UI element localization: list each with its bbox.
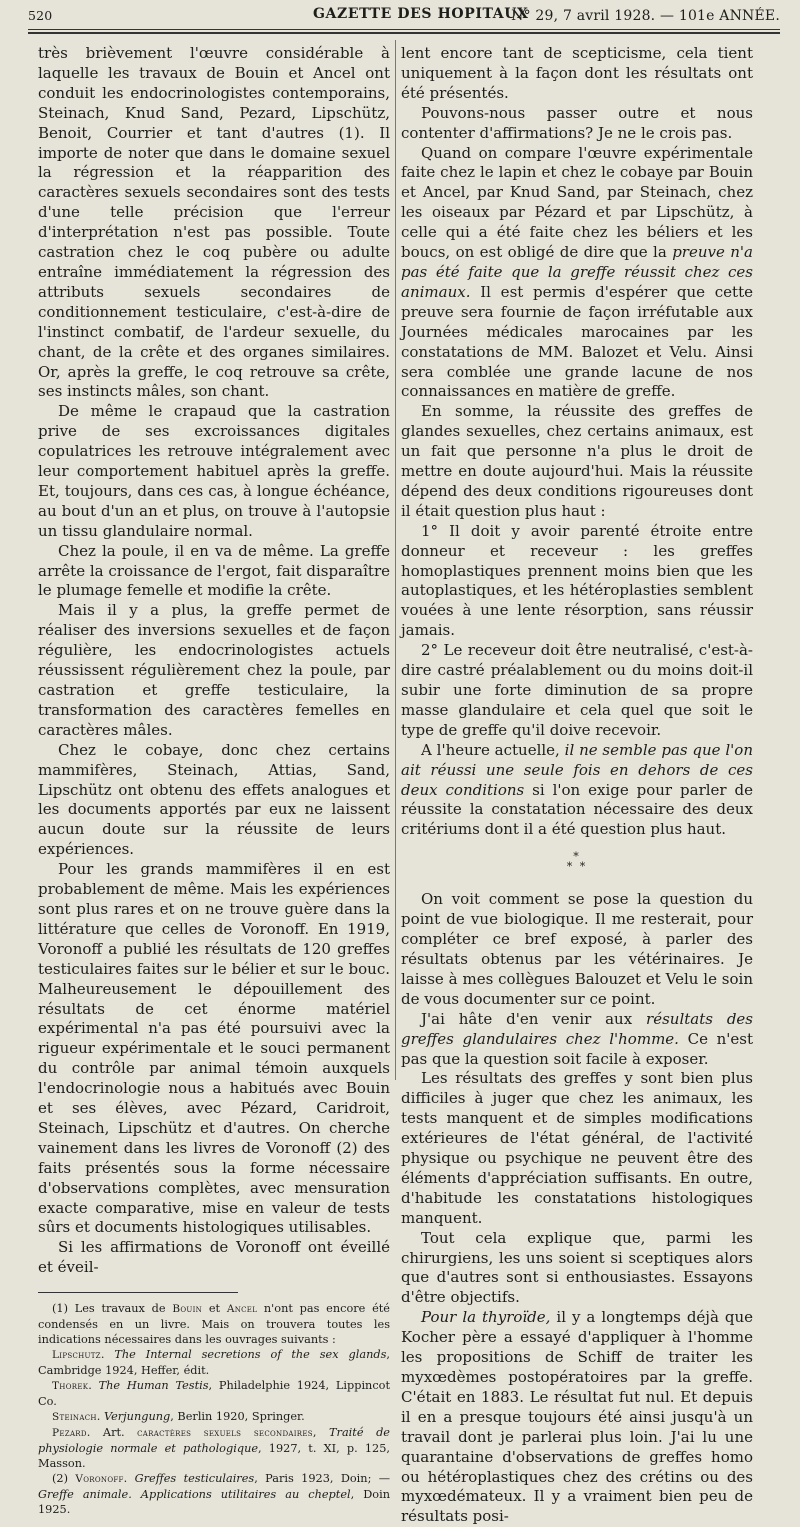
- footnote-reference: Thorek. The Human Testis, Philadelphie 1924, Lippincot Co.: [38, 1379, 390, 1409]
- paragraph: Pouvons-nous passer outre et nous contenter d'affirmations? Je ne le crois pas.: [401, 103, 753, 142]
- journal-title: GAZETTE DES HOPITAUX: [313, 6, 529, 22]
- footnote-rule: [38, 1292, 238, 1293]
- paragraph: J'ai hâte d'en venir aux résultats des greffes glandulaires chez l'homme. Ce n'est pas que la question soit facile à exposer.: [401, 1009, 754, 1068]
- header-rule-thin: [28, 29, 780, 30]
- column-divider: [395, 40, 396, 1080]
- paragraph: Chez le cobaye, donc chez certains mammifères, Steinach, Attias, Sand, Lipschütz ont obtenu des effets analogues et les documents apportés par eux ne laissent aucun doute sur la réussite de leurs expériences.: [38, 740, 390, 859]
- footnote-reference: Steinach. Verjungung, Berlin 1920, Springer.: [52, 1410, 305, 1424]
- paragraph: Tout cela explique que, parmi les chirurgiens, les uns soient si sceptiques alors que d'autres sont si enthousiastes. Essayons d'être objectifs.: [401, 1228, 753, 1307]
- asterisk-bottom: * *: [566, 860, 588, 874]
- footnote-reference: Pezard. Art. caractères sexuels secondaires, Traité de physiologie normale et pathologique, 1927, t. XI, p. 125, Masson.: [38, 1426, 390, 1471]
- paragraph: Mais il y a plus, la greffe permet de réaliser des inversions sexuelles et de façon régulière, les endocrinologistes actuels réussissent régulièrement chez la poule, par castration et greffe testiculaire, la transformation des caractères femelles en caractères mâles.: [38, 601, 390, 739]
- page-header: [28, 6, 780, 28]
- paragraph: Pour les grands mammifères il en est probablement de même. Mais les expériences sont plus rares et on ne trouve guère dans la littérature que celles de Voronoff. En 1919, Voronoff a publié les résultats de 120 greffes testiculaires faites sur le bélier et sur le bouc. Malheureusement le dépouillement des résultats de cet énorme matériel expérimental n'a pas été poursuivi avec la rigueur expérimentale et le souci permanent du contrôle par animal témoin auxquels l'endocrinologie nous a habitués avec Bouin et ses élèves, avec Pézard, Caridroit, Steinach, Lipschütz et d'autres. On cherche vainement dans les livres de Voronoff (2) des faits présentés sous la forme nécessaire d'observations complètes, avec mensuration exacte comparative, mise en valeur de tests sûrs et documents histologiques utilisables.: [38, 860, 390, 1237]
- footnotes: [38, 1301, 390, 1517]
- footnote-2: (2) Voronoff. Greffes testiculaires, Paris 1923, Doin; — Greffe animale. Applications utilitaires au cheptel, Doin 1925.: [38, 1472, 391, 1517]
- left-column: [38, 44, 390, 1517]
- paragraph: A l'heure actuelle, il ne semble pas que l'on ait réussi une seule fois en dehors de ces deux conditions si l'on exige pour parler de réussite la constatation nécessaire des deux critériums dont il a été question plus haut.: [401, 740, 753, 839]
- footnote-reference: Lipschutz. The Internal secretions of the sex glands, Cambridge 1924, Heffer, édit.: [38, 1348, 390, 1378]
- footnote-1: (1) Les travaux de Bouin et Ancel n'ont pas encore été condensés en un livre. Mais on trouvera toutes les indications nécessaires dans les ouvrages suivants :: [38, 1302, 390, 1347]
- right-column: [401, 44, 753, 1527]
- paragraph: On voit comment se pose la question du point de vue biologique. Il me resterait, pour compléter ce bref exposé, à parler des résultats obtenus par les vétérinaires. Je laisse à mes collègues Balouzet et Velu le soin de vous documenter sur ce point.: [401, 890, 753, 1008]
- paragraph: Quand on compare l'œuvre expérimentale faite chez le lapin et chez le cobaye par Bouin et Ancel, par Knud Sand, par Steinach, chez les oiseaux par Pézard et par Lipschütz, à celle qui a été faite chez les béliers et les boucs, on est obligé de dire que la preuve n'a pas été faite que la greffe réussit chez ces animaux. Il est permis d'espérer que cette preuve sera fournie de façon irréfutable aux Journées médicales marocaines par les constatations de MM. Balozet et Velu. Ainsi sera comblée une grande lacune de nos connaissances en matière de greffe.: [401, 143, 753, 401]
- paragraph: Chez la poule, il en va de même. La greffe arrête la croissance de l'ergot, fait disparaître le plumage femelle et modifie la crête.: [38, 541, 390, 600]
- paragraph: lent encore tant de scepticisme, cela tient uniquement à la façon dont les résultats ont été présentés.: [401, 44, 753, 102]
- asterisk-top: *: [573, 850, 581, 864]
- condition-item-2: 2° Le receveur doit être neutralisé, c'est-à-dire castré préalablement ou du moins doit-il subir une forte diminution de sa propre masse glandulaire et cela quel que soit le type de greffe qu'il doive recevoir.: [401, 641, 753, 739]
- paragraph: Si les affirmations de Voronoff ont éveillé et éveil-: [38, 1238, 390, 1277]
- paragraph: Pour la thyroïde, il y a longtemps déjà que Kocher père a essayé d'appliquer à l'homme les propositions de Schiff de traiter les myxœdèmes postopératoires par la greffe. C'était en 1883. Le résultat fut nul. Et depuis il en a presque toujours été ainsi jusqu'à un travail dont je parlerai plus loin. J'ai lu une quarantaine d'observations de greffes homo ou hétéroplastiques chez des crétins ou des myxœdémateux. Il y a vraiment bien peu de résultats posi-: [401, 1308, 753, 1526]
- paragraph: De même le crapaud que la castration prive de ses excroissances digitales copulatrices les retrouve intégralement avec leur comportement habituel après la greffe. Et, toujours, dans ces cas, à longue échéance, au bout d'un an et plus, on trouve à l'autopsie un tissu glandulaire normal.: [38, 402, 390, 540]
- page-number: 520: [28, 8, 53, 23]
- header-rule-thick: [28, 32, 780, 34]
- issue-info: N° 29, 7 avril 1928. — 101e ANNÉE.: [511, 8, 780, 24]
- section-separator: [401, 852, 753, 872]
- paragraph: Les résultats des greffes y sont bien plus difficiles à juger que chez les animaux, les tests manquent et de simples modifications extérieures de l'état général, de l'activité physique ou psychique ne peuvent être des éléments d'appréciation suffisants. En outre, d'habitude les constatations histologiques manquent.: [401, 1069, 753, 1227]
- paragraph: En somme, la réussite des greffes de glandes sexuelles, chez certains animaux, est un fait que personne n'a plus le droit de mettre en doute aujourd'hui. Mais la réussite dépend des deux conditions rigoureuses dont il était question plus haut :: [401, 402, 753, 520]
- condition-item-1: 1° Il doit y avoir parenté étroite entre donneur et receveur : les greffes homoplastiques prennent moins bien que les autoplastiques, et les hétéroplasties semblent vouées à une lente résorption, sans réussir jamais.: [401, 521, 753, 640]
- paragraph: très brièvement l'œuvre considérable à laquelle les travaux de Bouin et Ancel ont conduit les endocrinologistes contemporains, Steinach, Knud Sand, Pezard, Lipschütz, Benoit, Courrier et tant d'autres (1). Il importe de noter que dans le domaine sexuel la régression et la réapparition des caractères sexuels secondaires sont des tests d'une telle précision que l'erreur d'interprétation n'est pas possible. Toute castration chez le coq pubère ou adulte entraîne immédiatement la régression des attributs sexuels secondaires de conditionnement testiculaire, c'est-à-dire de l'instinct combatif, de l'ardeur sexuelle, du chant, de la crête et des organes similaires. Or, après la greffe, le coq retrouve sa crête, ses instincts mâles, son chant.: [38, 44, 390, 401]
